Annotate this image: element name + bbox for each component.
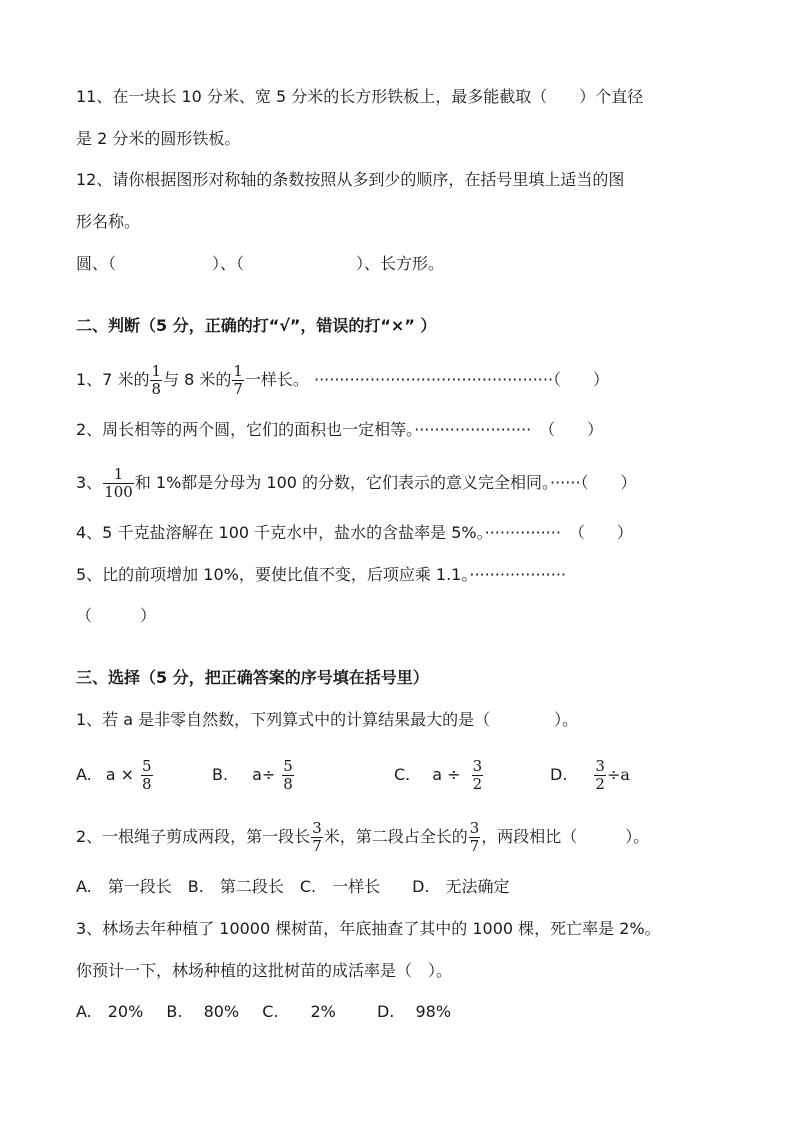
q12-line1: 12、请你根据图形对称轴的条数按照从多到少的顺序，在括号里填上适当的图 (76, 170, 625, 189)
choice-q3-option-b: B. 80% (166, 1002, 240, 1021)
judge-item-5-paren: （ ） (76, 606, 157, 625)
fraction: $\frac{5}{8}$ (142, 756, 152, 793)
judge-item-5: 5、比的前项增加 10%，要使比值不变，后项应乘 1.1。··················· (76, 565, 566, 584)
fraction: $\frac{1}{7}$ (233, 361, 243, 398)
q11-line1: 11、在一块长 10 分米、宽 5 分米的长方形铁板上，最多能截取（ ）个直径 (76, 87, 644, 106)
fraction: $\frac{1}{8}$ (151, 361, 161, 398)
q12-line3: 圆、（ ）、（ ）、长方形。 (76, 254, 445, 273)
choice-q3-line2: 你预计一下，林场种植的这批树苗的成活率是（ ）。 (76, 961, 453, 980)
fraction: $\frac{3}{7}$ (469, 818, 480, 855)
judge-item-3: 3、 $\frac{1}{100}$ 和 1%都是分母为 100 的分数，它们表示的意义完全相同。······（ ） (76, 464, 637, 501)
choice-q3-option-a: A. 20% (76, 1002, 144, 1021)
choice-q1-option-a: A. a × $\frac{5}{8}$ (76, 756, 152, 793)
choice-q1-option-b: B. a÷ $\frac{5}{8}$ (212, 756, 293, 793)
choice-q1-option-d: D. $\frac{3}{2}$ ÷a (550, 756, 630, 793)
q11-line2: 是 2 分米的圆形铁板。 (76, 129, 241, 148)
choice-q1-stem: 1、若 a 是非零自然数，下列算式中的计算结果最大的是（ ）。 (76, 710, 579, 729)
choice-q3-option-d: D. 98% (376, 1002, 452, 1021)
q12-line2: 形名称。 (76, 212, 141, 231)
judge-item-2: 2、周长相等的两个圆，它们的面积也一定相等。······················· （ ） (76, 420, 604, 439)
choice-q3-option-c: C. 2% (262, 1002, 336, 1021)
fraction: $\frac{1}{100}$ (104, 464, 133, 501)
section2-title: 二、判断（5 分，正确的打“√”，错误的打“×” ） (76, 316, 437, 335)
choice-q3-line1: 3、林场去年种植了 10000 棵树苗，年底抽查了其中的 1000 棵，死亡率是 2%。 (76, 919, 661, 938)
fraction: $\frac{3}{2}$ (472, 756, 483, 793)
fraction: $\frac{3}{2}$ (595, 756, 605, 793)
section3-title: 三、选择（5 分，把正确答案的序号填在括号里） (76, 668, 429, 687)
choice-q1-option-c: C. a ÷ $\frac{3}{2}$ (394, 756, 483, 793)
choice-q2-options: A. 第一段长 B. 第二段长 C. 一样长 D. 无法确定 (76, 877, 510, 896)
choice-q3-options (76, 1001, 451, 1023)
choice-q2-stem: 2、一根绳子剪成两段，第一段长 $\frac{3}{7}$ 米，第二段占全长的 $\frac{3}{7}$ ，两段相比（ ）。 (76, 818, 650, 855)
judge-item-4: 4、5 千克盐溶解在 100 千克水中，盐水的含盐率是 5%。··············· （ ） (76, 523, 633, 542)
judge-item-1: 1、7 米的 $\frac{1}{8}$ 与 8 米的 $\frac{1}{7}$ 一样长。 ···············································（ ） (76, 361, 610, 398)
fraction: $\frac{5}{8}$ (283, 756, 293, 793)
fraction: $\frac{3}{7}$ (312, 818, 322, 855)
